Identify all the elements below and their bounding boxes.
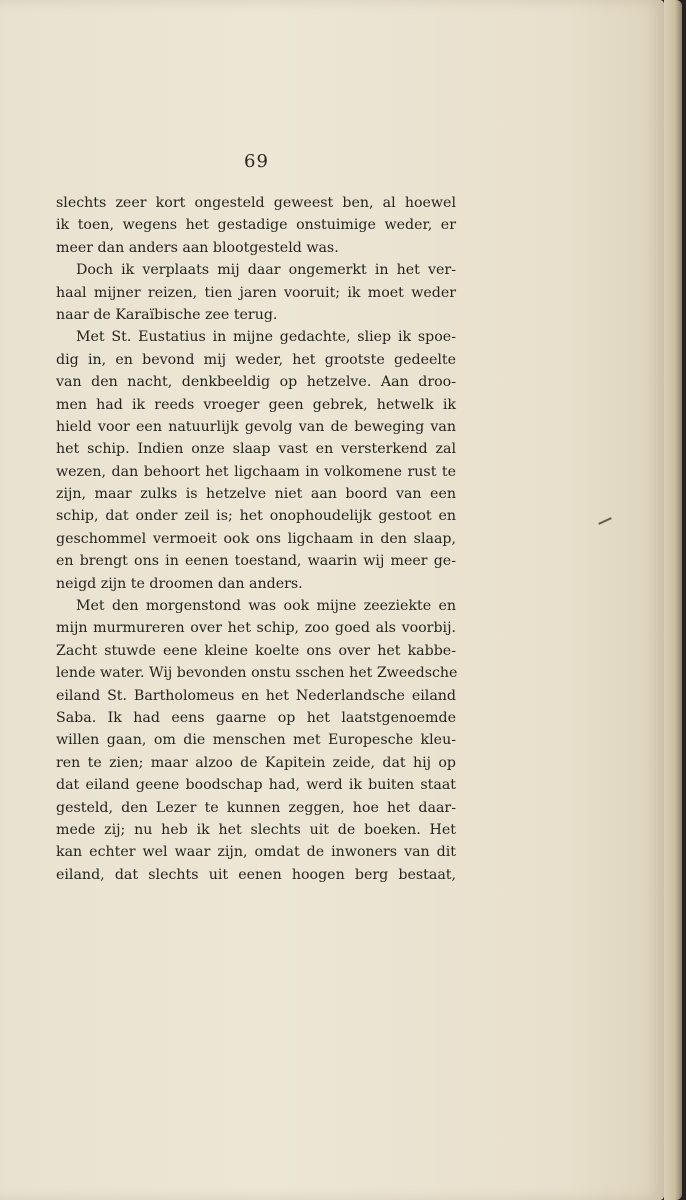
page-edge (664, 0, 682, 1200)
text-line: neigd zijn te droomen dan anders. (56, 575, 303, 592)
body-text (56, 192, 456, 886)
text-line: haal mijner reizen, tien jaren vooruit; ik moet weder (56, 284, 456, 301)
text-line: ren te zien; maar alzoo de Kapitein zeide, dat hij op (56, 754, 456, 771)
text-line: Saba. Ik had eens gaarne op het laatstgenoemde (56, 709, 456, 726)
text-line: kan echter wel waar zijn, omdat de inwoners van dit (56, 844, 456, 861)
text-line: het schip. Indien onze slaap vast en versterkend zal (56, 441, 456, 458)
text-line: slechts zeer kort ongesteld geweest ben, al hoewel (56, 195, 456, 211)
text-line: van den nacht, denkbeeldig op hetzelve. Aan droo- (56, 374, 456, 391)
text-line: en brengt ons in eenen toestand, waarin wij meer ge- (56, 553, 456, 570)
text-line: geschommel vermoeit ook ons ligchaam in den slaap, (56, 530, 456, 547)
text-line: wezen, dan behoort het ligchaam in volkomene rust te (56, 463, 456, 480)
page-number: 69 (244, 151, 269, 172)
text-line: hield voor een natuurlijk gevolg van de beweging van (56, 418, 456, 435)
margin-mark (598, 517, 612, 525)
text-line: Doch ik verplaats mij daar ongemerkt in het ver- (76, 262, 456, 279)
text-line: Met St. Eustatius in mijne gedachte, sliep ik spoe- (76, 329, 456, 346)
text-line: schip, dat onder zeil is; het onophoudelijk gestoot en (56, 508, 456, 525)
text-line: dat eiland geene boodschap had, werd ik buiten staat (56, 777, 456, 794)
text-line: mijn murmureren over het schip, zoo goed als voorbij. (56, 620, 456, 637)
text-line: mede zij; nu heb ik het slechts uit de boeken. Het (56, 821, 456, 838)
text-line: willen gaan, om die menschen met Europesche kleu- (56, 732, 456, 749)
text-line: dig in, en bevond mij weder, het grootste gedeelte (56, 351, 456, 368)
text-line: meer dan anders aan blootgesteld was. (56, 239, 339, 256)
text-line: eiland, dat slechts uit eenen hoogen berg bestaat, (56, 866, 456, 883)
text-line: eiland St. Bartholomeus en het Nederlandsche eiland (56, 687, 456, 704)
text-line: zijn, maar zulks is hetzelve niet aan boord van een (56, 486, 456, 503)
text-line: men had ik reeds vroeger geen gebrek, hetwelk ik (56, 396, 456, 413)
text-line: ik toen, wegens het gestadige onstuimige weder, er (56, 217, 456, 234)
text-line: naar de Karaïbische zee terug. (56, 306, 278, 323)
text-line: gesteld, den Lezer te kunnen zeggen, hoe het daar- (56, 799, 456, 816)
text-line: lende water. Wij bevonden onstu sschen het Zweedsche (56, 665, 458, 682)
text-line: Met den morgenstond was ook mijne zeeziekte en (76, 598, 456, 615)
text-line: Zacht stuwde eene kleine koelte ons over het kabbe- (56, 642, 456, 659)
